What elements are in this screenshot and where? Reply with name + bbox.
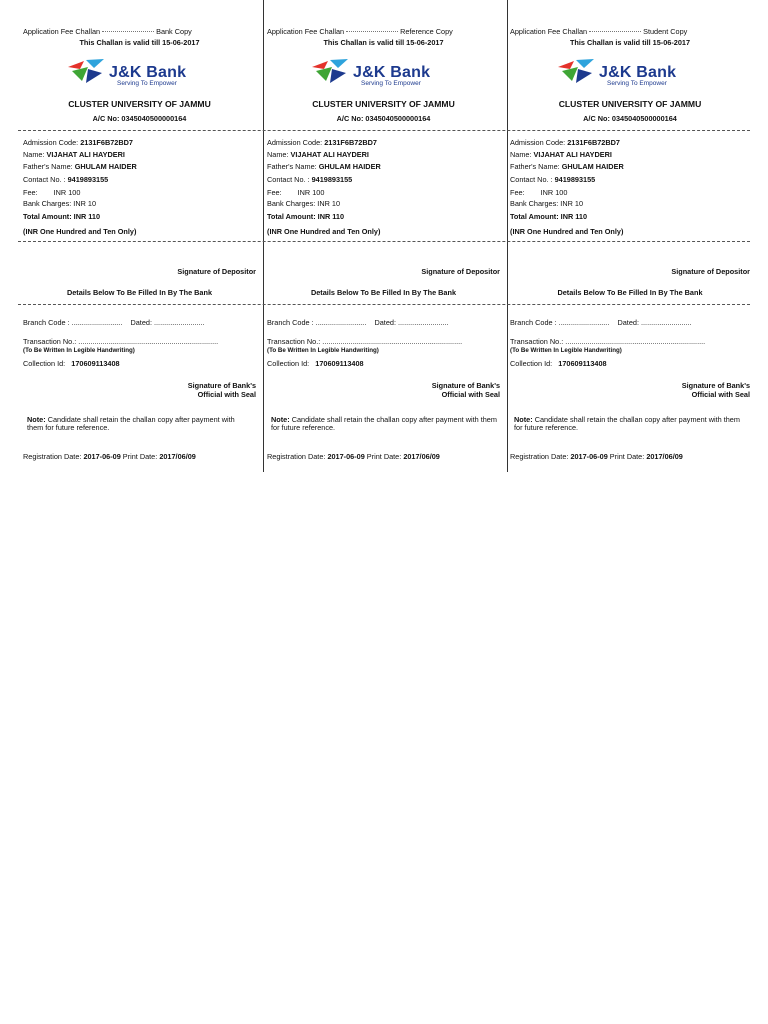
collection-id-row: [267, 359, 364, 368]
note-label: Note:: [271, 415, 290, 424]
collection-id-label: Collection Id:: [510, 359, 553, 368]
signature-of-bank-official: [432, 381, 500, 399]
father-name-label: Father's Name:: [267, 162, 317, 171]
signature-bank-line2: Official with Seal: [441, 390, 500, 399]
collection-id-row: [510, 359, 607, 368]
name-value: VIJAHAT ALI HAYDERI: [290, 150, 369, 159]
copy-type: Reference Copy: [400, 27, 453, 36]
challan-reference-copy: [264, 0, 508, 472]
admission-code-label: Admission Code:: [23, 138, 79, 147]
registration-date-label: Registration Date:: [510, 452, 569, 461]
fee-row: [267, 188, 324, 197]
contact-row: [23, 175, 108, 184]
transaction-no-field: Transaction No.: .....................................................................: [23, 337, 219, 346]
father-name-row: [23, 162, 137, 171]
amount-in-words: (INR One Hundred and Ten Only): [23, 227, 137, 236]
bank-section-title: Details Below To Be Filled In By The Bank: [66, 288, 213, 297]
name-value: VIJAHAT ALI HAYDERI: [46, 150, 125, 159]
note-text: [271, 416, 500, 432]
copy-type: Student Copy: [643, 27, 688, 36]
signature-of-depositor: Signature of Depositor: [177, 267, 256, 276]
validity-notice: This Challan is valid till 15-06-2017: [79, 38, 200, 47]
amount-in-words: (INR One Hundred and Ten Only): [510, 227, 624, 236]
total-amount: Total Amount: INR 110: [510, 212, 588, 221]
amount-in-words-text: INR One Hundred and Ten Only: [512, 227, 621, 236]
logo-wordmark: J&K Bank: [599, 64, 677, 81]
contact-label: Contact No. :: [510, 175, 553, 184]
jk-bank-logo: [267, 57, 500, 89]
logo-tagline: Serving To Empower: [607, 80, 667, 87]
amount-in-words: (INR One Hundred and Ten Only): [267, 227, 381, 236]
signature-bank-line1: Signature of Bank's: [431, 381, 500, 390]
copy-header-title: Application Fee Challan: [267, 27, 345, 36]
bank-section-title: Details Below To Be Filled In By The Bank: [310, 288, 457, 297]
signature-of-depositor: Signature of Depositor: [421, 267, 500, 276]
registration-print-dates: [23, 452, 196, 461]
account-number: A/C No: 0345040500000164: [336, 114, 431, 123]
registration-print-dates: [267, 452, 440, 461]
logo-wordmark: J&K Bank: [353, 64, 431, 81]
admission-code-value: 2131F6B72BD7: [80, 138, 133, 147]
fee-label: Fee:: [510, 188, 525, 197]
admission-code-row: [267, 138, 377, 147]
handwriting-note: (To Be Written In Legible Handwriting): [510, 347, 622, 354]
contact-row: [510, 175, 595, 184]
note-body: Candidate shall retain the challan copy after payment with them for future reference.: [514, 415, 740, 432]
name-row: [510, 150, 612, 159]
print-date-value: 2017/06/09: [159, 452, 196, 461]
jk-bank-logo: [510, 57, 750, 89]
admission-code-row: [510, 138, 620, 147]
collection-id-label: Collection Id:: [23, 359, 66, 368]
note-label: Note:: [27, 415, 46, 424]
note-text: [514, 416, 750, 432]
transaction-no-field: Transaction No.: .....................................................................: [510, 337, 706, 346]
dotted-leader: [589, 31, 641, 32]
print-date-value: 2017/06/09: [403, 452, 440, 461]
name-row: [267, 150, 369, 159]
name-label: Name:: [267, 150, 289, 159]
branch-code-field: Branch Code : .........................: [510, 318, 610, 327]
total-amount: Total Amount: INR 110: [267, 212, 345, 221]
father-name-row: [267, 162, 381, 171]
note-body: Candidate shall retain the challan copy after payment with them for future reference.: [27, 415, 235, 432]
university-name: CLUSTER UNIVERSITY OF JAMMU: [558, 99, 702, 109]
branch-dated-row: [23, 318, 205, 327]
signature-of-depositor: Signature of Depositor: [671, 267, 750, 276]
name-label: Name:: [510, 150, 532, 159]
print-date-label: Print Date:: [366, 452, 402, 461]
signature-bank-line2: Official with Seal: [691, 390, 750, 399]
dashed-divider-top: [18, 130, 750, 131]
contact-label: Contact No. :: [23, 175, 66, 184]
bank-charges: Bank Charges: INR 10: [510, 199, 584, 208]
note-text: [27, 416, 252, 432]
copy-header: [23, 27, 256, 36]
university-name: CLUSTER UNIVERSITY OF JAMMU: [312, 99, 455, 109]
dated-field: Dated: .........................: [617, 318, 692, 327]
father-name-value: GHULAM HAIDER: [561, 162, 624, 171]
registration-date-value: 2017-06-09: [83, 452, 121, 461]
signature-bank-line1: Signature of Bank's: [681, 381, 750, 390]
transaction-no-field: Transaction No.: .....................................................................: [267, 337, 463, 346]
copy-header: [267, 27, 500, 36]
branch-code-field: Branch Code : .........................: [267, 318, 367, 327]
logo-tagline: Serving To Empower: [117, 80, 177, 87]
branch-code-field: Branch Code : .........................: [23, 318, 123, 327]
handwriting-note-text: To Be Written In Legible Handwriting: [25, 347, 133, 354]
jk-bank-emblem-icon: [66, 57, 106, 85]
name-row: [23, 150, 125, 159]
challan-student-copy: [508, 0, 768, 472]
registration-date-value: 2017-06-09: [327, 452, 365, 461]
name-value: VIJAHAT ALI HAYDERI: [533, 150, 612, 159]
dotted-leader: [346, 31, 398, 32]
fee-value: INR 100: [540, 188, 568, 197]
signature-bank-line1: Signature of Bank's: [187, 381, 256, 390]
note-label: Note:: [514, 415, 533, 424]
bank-charges: Bank Charges: INR 10: [267, 199, 341, 208]
handwriting-note-text: To Be Written In Legible Handwriting: [269, 347, 377, 354]
collection-id-value: 170609113408: [558, 359, 607, 368]
print-date-label: Print Date:: [609, 452, 645, 461]
handwriting-note: (To Be Written In Legible Handwriting): [23, 347, 135, 354]
collection-id-label: Collection Id:: [267, 359, 310, 368]
jk-bank-logo: [23, 57, 256, 89]
validity-notice: This Challan is valid till 15-06-2017: [323, 38, 444, 47]
note-body: Candidate shall retain the challan copy after payment with them for future reference.: [271, 415, 497, 432]
fee-row: [23, 188, 80, 197]
validity-notice: This Challan is valid till 15-06-2017: [569, 38, 691, 47]
fee-label: Fee:: [267, 188, 282, 197]
signature-of-bank-official: [682, 381, 750, 399]
name-label: Name:: [23, 150, 45, 159]
contact-row: [267, 175, 352, 184]
branch-dated-row: [267, 318, 449, 327]
account-number: A/C No: 0345040500000164: [92, 114, 187, 123]
contact-label: Contact No. :: [267, 175, 310, 184]
branch-dated-row: [510, 318, 692, 327]
bank-section-title: Details Below To Be Filled In By The Bank: [557, 288, 703, 297]
dotted-leader: [102, 31, 154, 32]
signature-bank-line2: Official with Seal: [197, 390, 256, 399]
father-name-value: GHULAM HAIDER: [318, 162, 381, 171]
fee-row: [510, 188, 567, 197]
amount-in-words-text: INR One Hundred and Ten Only: [25, 227, 134, 236]
handwriting-note: (To Be Written In Legible Handwriting): [267, 347, 379, 354]
fee-value: INR 100: [53, 188, 81, 197]
contact-value: 9419893155: [554, 175, 596, 184]
copy-header: [510, 27, 750, 36]
handwriting-note-text: To Be Written In Legible Handwriting: [512, 347, 620, 354]
bank-charges: Bank Charges: INR 10: [23, 199, 97, 208]
logo-tagline: Serving To Empower: [361, 80, 421, 87]
jk-bank-emblem-icon: [556, 57, 596, 85]
collection-id-value: 170609113408: [315, 359, 364, 368]
collection-id-value: 170609113408: [71, 359, 120, 368]
admission-code-value: 2131F6B72BD7: [324, 138, 377, 147]
signature-of-bank-official: [188, 381, 256, 399]
print-date-value: 2017/06/09: [646, 452, 683, 461]
copy-header-title: Application Fee Challan: [23, 27, 101, 36]
contact-value: 9419893155: [67, 175, 109, 184]
admission-code-label: Admission Code:: [510, 138, 566, 147]
dashed-divider-bank: [18, 304, 750, 305]
admission-code-label: Admission Code:: [267, 138, 323, 147]
dated-field: Dated: .........................: [130, 318, 205, 327]
father-name-value: GHULAM HAIDER: [74, 162, 137, 171]
copy-header-title: Application Fee Challan: [510, 27, 588, 36]
admission-code-row: [23, 138, 133, 147]
fee-label: Fee:: [23, 188, 38, 197]
challan-sheet: [0, 0, 768, 472]
registration-print-dates: [510, 452, 683, 461]
dashed-divider-middle: [18, 241, 750, 242]
contact-value: 9419893155: [311, 175, 353, 184]
father-name-row: [510, 162, 624, 171]
copy-type: Bank Copy: [156, 27, 192, 36]
father-name-label: Father's Name:: [23, 162, 73, 171]
father-name-label: Father's Name:: [510, 162, 560, 171]
jk-bank-emblem-icon: [310, 57, 350, 85]
admission-code-value: 2131F6B72BD7: [567, 138, 620, 147]
university-name: CLUSTER UNIVERSITY OF JAMMU: [68, 99, 211, 109]
collection-id-row: [23, 359, 120, 368]
registration-date-label: Registration Date:: [267, 452, 326, 461]
fee-value: INR 100: [297, 188, 325, 197]
registration-date-value: 2017-06-09: [570, 452, 608, 461]
print-date-label: Print Date:: [122, 452, 158, 461]
account-number: A/C No: 0345040500000164: [583, 114, 677, 123]
registration-date-label: Registration Date:: [23, 452, 82, 461]
challan-bank-copy: [0, 0, 264, 472]
amount-in-words-text: INR One Hundred and Ten Only: [269, 227, 378, 236]
total-amount: Total Amount: INR 110: [23, 212, 101, 221]
logo-wordmark: J&K Bank: [109, 64, 187, 81]
dated-field: Dated: .........................: [374, 318, 449, 327]
